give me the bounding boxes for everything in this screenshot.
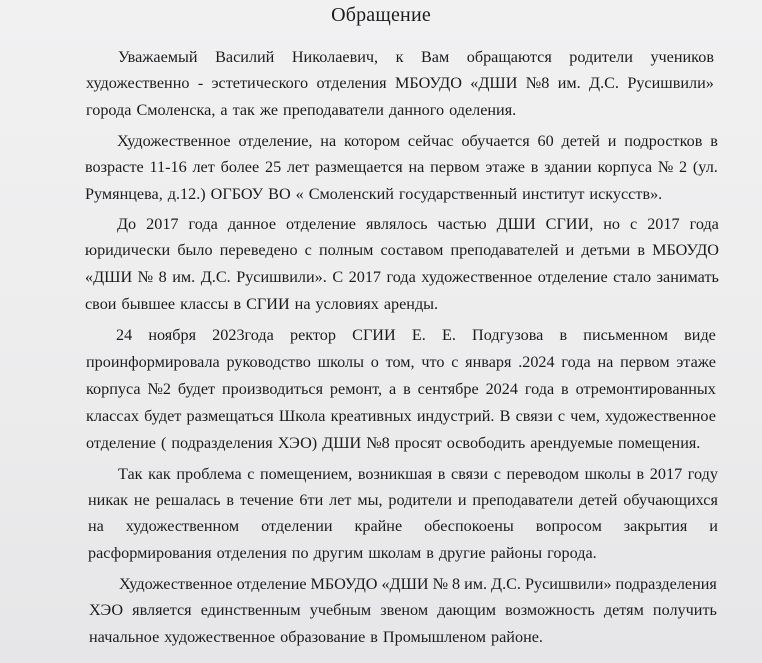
- text-word: корпуса: [597, 158, 653, 176]
- text-word: возможность: [505, 601, 595, 619]
- text-word: №: [657, 158, 674, 176]
- text-word: года: [188, 215, 218, 233]
- text-word: просят: [394, 434, 442, 452]
- text-word: художественное: [421, 268, 533, 286]
- text-line: [86, 98, 516, 122]
- text-word: 2024: [485, 380, 518, 398]
- text-line: [86, 350, 716, 374]
- text-word: ХЭО: [89, 601, 124, 619]
- text-word: бывшее: [121, 295, 176, 313]
- text-word: а: [220, 101, 228, 119]
- text-word: на: [597, 353, 614, 371]
- text-line: [85, 155, 718, 179]
- text-word: с: [493, 465, 501, 483]
- text-word: отделение,: [238, 132, 313, 150]
- text-word: было: [177, 241, 213, 259]
- text-word: лет: [192, 158, 215, 176]
- text-word: преподаватели: [283, 101, 384, 119]
- text-word: возрасте: [85, 158, 144, 176]
- text-word: Николаевич,: [291, 48, 379, 66]
- text-word: никак: [88, 491, 128, 509]
- text-word: так: [232, 101, 255, 119]
- text-word: 2023года: [212, 326, 274, 344]
- text-word: сентябре: [417, 380, 479, 398]
- text-word: связи: [515, 407, 553, 425]
- text-word: о: [370, 353, 379, 371]
- text-word: данное: [227, 215, 277, 233]
- text-word: школы: [584, 465, 631, 483]
- text-word: классы: [180, 295, 229, 313]
- text-word: в: [710, 132, 718, 150]
- text-word: 2017: [146, 215, 179, 233]
- text-word: производиться: [221, 380, 324, 398]
- text-word: полным: [318, 241, 374, 259]
- text-word: в: [403, 380, 411, 398]
- text-line: [116, 323, 716, 347]
- text-word: будет: [177, 380, 216, 398]
- text-word: обучается: [461, 132, 530, 150]
- text-word: данного: [388, 101, 445, 119]
- text-word: ХЭО): [277, 434, 318, 452]
- text-word: же: [259, 101, 279, 119]
- text-word: частью: [437, 215, 487, 233]
- text-word: Русишвили»: [524, 575, 612, 593]
- text-word: с: [451, 353, 459, 371]
- text-word: года: [689, 215, 719, 233]
- text-word: не: [133, 491, 150, 509]
- text-word: преподавателей: [450, 241, 559, 259]
- text-word: и: [457, 491, 467, 509]
- text-word: письменном: [583, 326, 668, 344]
- text-word: им.: [464, 575, 488, 593]
- text-word: расформирования: [88, 544, 212, 562]
- text-word: в: [530, 158, 539, 176]
- document-title: Обращение: [331, 4, 431, 26]
- text-word: ректор: [290, 326, 336, 344]
- text-word: условиях: [315, 295, 379, 313]
- text-word: на: [294, 295, 311, 313]
- text-word: Русишвили»: [627, 74, 714, 92]
- text-word: переведено: [219, 241, 298, 259]
- text-word: отделении: [261, 517, 333, 535]
- text-word: но: [603, 215, 621, 233]
- text-word: лет: [286, 158, 310, 176]
- text-word: Е.: [441, 326, 456, 344]
- text-word: Промышленом: [382, 628, 487, 646]
- text-line: [117, 129, 718, 153]
- text-word: звеном: [380, 601, 429, 619]
- text-word: детей: [561, 132, 600, 150]
- text-word: преподаватели: [472, 491, 574, 509]
- text-word: С: [332, 268, 344, 286]
- text-word: 2017: [348, 268, 382, 286]
- text-word: искусств».: [589, 185, 663, 203]
- text-word: стало: [613, 268, 652, 286]
- text-word: школы: [317, 353, 364, 371]
- text-word: помещением,: [259, 465, 353, 483]
- text-line: [119, 572, 717, 596]
- text-word: Художественное: [119, 575, 233, 593]
- text-word: года: [386, 268, 416, 286]
- text-line: [89, 625, 543, 649]
- text-word: №8: [366, 434, 390, 452]
- text-word: Д.С.: [589, 74, 619, 92]
- text-word: отделение: [236, 575, 307, 593]
- text-word: им.: [557, 74, 581, 92]
- text-word: отделения: [216, 544, 287, 562]
- text-word: отделение: [86, 434, 156, 452]
- text-word: и: [565, 241, 575, 259]
- text-word: Смоленский: [308, 185, 394, 203]
- text-word: связи: [451, 465, 489, 483]
- text-word: «ДШИ: [381, 575, 429, 593]
- text-word: году: [687, 465, 718, 483]
- text-word: с: [304, 241, 312, 259]
- text-word: №2: [147, 380, 171, 398]
- text-word: года: [561, 353, 591, 371]
- text-word: отремонтированных: [575, 380, 716, 398]
- text-word: .2024: [518, 353, 555, 371]
- text-word: будет: [144, 407, 182, 425]
- text-word: а: [389, 380, 397, 398]
- text-word: руководство: [226, 353, 311, 371]
- text-word: более: [220, 158, 260, 176]
- text-word: Е.: [411, 326, 426, 344]
- text-word: первом: [430, 158, 480, 176]
- text-word: До: [117, 215, 137, 233]
- text-word: в: [370, 628, 378, 646]
- text-word: крайне: [354, 517, 403, 535]
- text-word: ремонт,: [329, 380, 383, 398]
- text-word: составом: [380, 241, 444, 259]
- text-word: единственным: [200, 601, 301, 619]
- text-word: проинформировала: [86, 353, 220, 371]
- text-word: Смоленска,: [136, 101, 216, 119]
- text-word: является: [132, 601, 192, 619]
- text-word: СГИИ: [352, 326, 396, 344]
- text-line: [88, 514, 718, 538]
- text-word: свои: [85, 295, 117, 313]
- text-line: [88, 488, 718, 512]
- text-word: районе.: [491, 628, 543, 646]
- text-word: 6ти: [299, 491, 324, 509]
- text-word: решалась: [155, 491, 221, 509]
- text-word: ноября: [148, 326, 197, 344]
- text-word: художественном: [125, 517, 240, 535]
- text-word: Д.С.: [491, 575, 521, 593]
- text-line: [86, 404, 716, 428]
- text-word: подразделения: [171, 434, 273, 452]
- text-word: другим: [313, 544, 364, 562]
- text-word: проблема: [176, 465, 242, 483]
- text-word: Так: [118, 465, 143, 483]
- text-word: помещения.: [618, 434, 701, 452]
- text-word: -: [197, 74, 204, 92]
- text-word: в: [637, 241, 645, 259]
- text-word: к: [395, 48, 404, 66]
- text-word: размещается: [315, 158, 403, 176]
- text-word: СГИИ,: [545, 215, 594, 233]
- text-word: котором: [344, 132, 400, 150]
- text-word: Вам: [420, 48, 450, 66]
- text-line: [85, 292, 438, 316]
- text-word: 2: [679, 158, 688, 176]
- text-word: в: [437, 465, 446, 483]
- text-word: 60: [537, 132, 554, 150]
- text-line: [85, 238, 719, 262]
- text-word: этаже: [485, 158, 525, 176]
- text-word: на: [320, 132, 337, 150]
- text-word: являлось: [365, 215, 428, 233]
- text-word: закрытия: [623, 517, 688, 535]
- text-word: начальное: [89, 628, 160, 646]
- text-word: Школа: [278, 407, 326, 425]
- text-line: [85, 182, 662, 206]
- text-word: школам: [368, 544, 422, 562]
- text-word: освободить: [446, 434, 526, 452]
- text-word: на: [88, 517, 104, 535]
- text-word: родители: [569, 48, 633, 66]
- text-word: районы: [490, 544, 543, 562]
- text-word: 2017: [649, 465, 683, 483]
- text-line: [86, 71, 714, 95]
- text-word: классах: [86, 407, 139, 425]
- text-word: по: [291, 544, 309, 562]
- text-word: занимать: [656, 268, 719, 286]
- text-word: детей: [579, 491, 618, 509]
- text-word: ВО: [268, 185, 291, 203]
- text-word: Василий: [215, 48, 275, 66]
- text-word: подразделения: [615, 575, 717, 593]
- text-word: лет: [329, 491, 352, 509]
- text-word: с: [630, 215, 638, 233]
- text-word: в: [561, 380, 569, 398]
- text-word: отделения: [316, 74, 387, 92]
- text-word: ДШИ: [322, 434, 362, 452]
- text-word: Д.С.: [200, 268, 231, 286]
- text-word: 8: [452, 575, 461, 593]
- text-word: здании: [544, 158, 592, 176]
- text-word: детям: [603, 601, 644, 619]
- text-word: в: [233, 295, 242, 313]
- text-word: мы,: [357, 491, 383, 509]
- text-word: креативных: [330, 407, 412, 425]
- text-word: отделение: [286, 215, 356, 233]
- text-word: чем,: [570, 407, 600, 425]
- text-line: [86, 431, 700, 455]
- text-word: получить: [652, 601, 717, 619]
- text-word: родители: [388, 491, 452, 509]
- text-line: [118, 45, 714, 69]
- text-word: корпуса: [86, 380, 141, 398]
- text-word: в: [559, 326, 568, 344]
- text-word: д.12.): [167, 185, 206, 203]
- text-word: года: [524, 380, 555, 398]
- text-word: детьми: [581, 241, 631, 259]
- text-word: (ул.: [692, 158, 718, 176]
- text-word: с: [557, 407, 566, 425]
- text-word: другие: [438, 544, 486, 562]
- text-line: [118, 462, 718, 486]
- text-word: вопросом: [535, 517, 602, 535]
- text-word: ОГБОУ: [210, 185, 264, 203]
- text-word: января: [465, 353, 512, 371]
- text-word: что: [421, 353, 445, 371]
- text-word: «ДШИ: [470, 74, 518, 92]
- text-word: ДШИ: [496, 215, 536, 233]
- text-word: МБОУДО: [652, 241, 719, 259]
- text-word: учеников: [650, 48, 714, 66]
- text-line: [85, 265, 719, 289]
- text-word: художественно: [86, 74, 190, 92]
- text-word: этаже: [676, 353, 716, 371]
- text-word: арендуемые: [530, 434, 613, 452]
- text-word: обеспокоены: [424, 517, 514, 535]
- text-line: [117, 212, 719, 236]
- text-word: №8: [525, 74, 550, 92]
- text-word: «ДШИ: [85, 268, 133, 286]
- text-word: эстетического: [211, 74, 309, 92]
- text-word: образование: [280, 628, 366, 646]
- text-word: как: [148, 465, 171, 483]
- text-word: 24: [116, 326, 133, 344]
- text-word: им.: [172, 268, 196, 286]
- text-word: (: [160, 434, 167, 452]
- text-word: города.: [547, 544, 597, 562]
- text-word: в: [226, 491, 234, 509]
- text-word: институт: [522, 185, 585, 203]
- text-word: МБОУДО: [395, 74, 462, 92]
- text-word: МБОУДО: [310, 575, 378, 593]
- text-word: том,: [385, 353, 415, 371]
- text-word: на: [408, 158, 425, 176]
- text-word: возникшая: [357, 465, 433, 483]
- text-word: государственный: [398, 185, 518, 203]
- text-word: аренды.: [383, 295, 439, 313]
- text-line: [89, 598, 717, 622]
- text-word: художественное: [164, 628, 276, 646]
- text-word: юридически: [85, 241, 171, 259]
- text-line: [88, 541, 597, 565]
- text-word: индустрий.: [416, 407, 495, 425]
- text-line: [86, 377, 716, 401]
- text-word: и: [709, 517, 718, 535]
- text-word: 25: [264, 158, 282, 176]
- text-word: оделения.: [449, 101, 517, 119]
- text-word: Румянцева,: [85, 185, 163, 203]
- text-word: художественное: [605, 407, 716, 425]
- text-word: Уважаемый: [118, 48, 198, 66]
- text-word: №: [137, 268, 154, 286]
- text-word: виде: [684, 326, 716, 344]
- text-word: Подгузова: [472, 326, 544, 344]
- text-word: №: [432, 575, 449, 593]
- text-word: дающим: [437, 601, 497, 619]
- text-word: учебным: [309, 601, 372, 619]
- text-word: СГИИ: [246, 295, 290, 313]
- text-word: обучающихся: [623, 491, 718, 509]
- text-word: и: [607, 132, 617, 150]
- text-word: переводом: [506, 465, 580, 483]
- text-word: В: [499, 407, 511, 425]
- text-word: в: [636, 465, 645, 483]
- text-word: с: [247, 465, 255, 483]
- text-word: размещаться: [186, 407, 274, 425]
- text-word: «: [295, 185, 304, 203]
- text-word: Русишвили».: [236, 268, 327, 286]
- text-word: обращаются: [466, 48, 552, 66]
- text-word: Художественное: [117, 132, 231, 150]
- text-word: 2017: [647, 215, 680, 233]
- text-word: сейчас: [407, 132, 454, 150]
- text-word: города: [86, 101, 132, 119]
- text-word: в: [426, 544, 434, 562]
- text-word: 8: [158, 268, 167, 286]
- text-word: подростков: [624, 132, 703, 150]
- text-word: отделение: [537, 268, 608, 286]
- text-word: 11-16: [149, 158, 187, 176]
- text-word: течение: [239, 491, 294, 509]
- text-word: первом: [620, 353, 670, 371]
